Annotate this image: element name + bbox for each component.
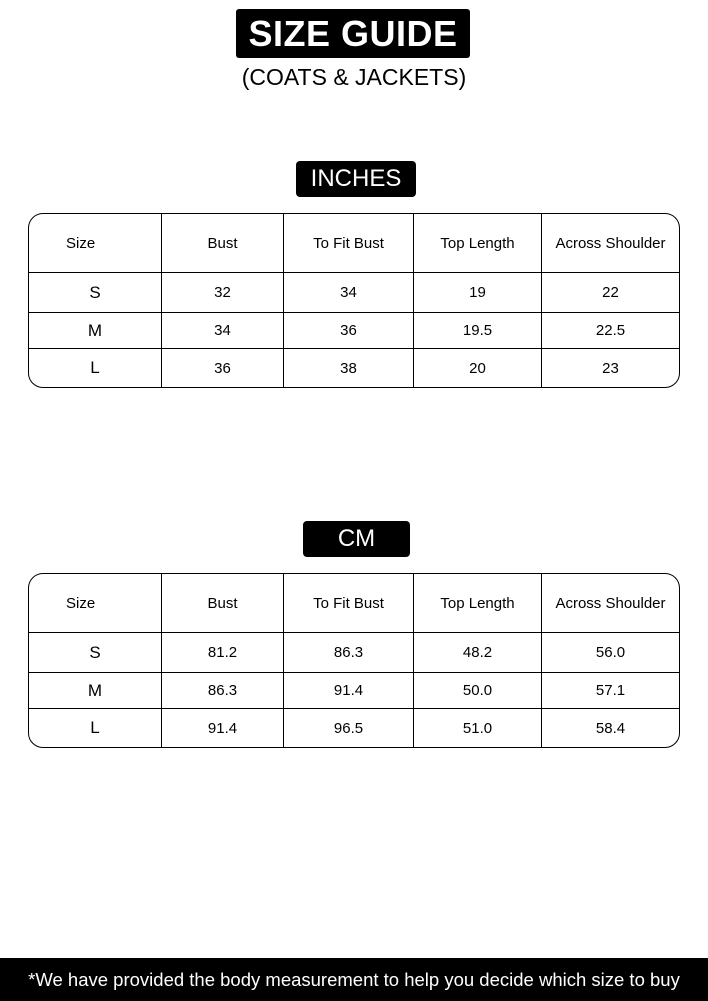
column-header-to-fit-bust: To Fit Bust [284, 574, 414, 632]
table-row [29, 709, 679, 747]
table-row [29, 673, 679, 709]
table-row [29, 633, 679, 673]
size-label: S [29, 273, 162, 312]
table-header-row [29, 214, 679, 273]
table-header-row [29, 574, 679, 633]
table-cell: 86.3 [162, 673, 284, 708]
footer-note: *We have provided the body measurement to help you decide which size to buy [0, 958, 708, 1001]
table-cell: 38 [284, 349, 414, 387]
column-header-bust: Bust [162, 214, 284, 272]
table-row [29, 273, 679, 313]
table-cell: 48.2 [414, 633, 542, 672]
size-label: S [29, 633, 162, 672]
column-header-top-length: Top Length [414, 574, 542, 632]
table-cell: 23 [602, 359, 619, 377]
table-cell: 91.4 [284, 673, 414, 708]
table-cell: 57.1 [595, 682, 626, 699]
table-cell: 19 [414, 273, 542, 312]
table-cell: 58.4 [595, 719, 626, 737]
page-subtitle: (COATS & JACKETS) [241, 64, 467, 90]
column-header-size: Size [29, 574, 162, 632]
column-header-bust: Bust [162, 574, 284, 632]
table-cell: 86.3 [284, 633, 414, 672]
unit-label-inches: INCHES [296, 161, 416, 197]
size-label: L [29, 709, 162, 747]
table-cell: 56.0 [595, 644, 626, 661]
size-label: L [29, 349, 162, 387]
column-header-across-shoulder: Across Shoulder [555, 594, 666, 612]
table-cell: 32 [162, 273, 284, 312]
table-row [29, 349, 679, 387]
table-cell: 91.4 [162, 709, 284, 747]
unit-label-cm: CM [303, 521, 410, 557]
column-header-top-length: Top Length [414, 214, 542, 272]
table-cell: 36 [284, 313, 414, 348]
table-cell: 96.5 [284, 709, 414, 747]
column-header-size: Size [29, 214, 162, 272]
table-cell: 50.0 [414, 673, 542, 708]
column-header-to-fit-bust: To Fit Bust [284, 214, 414, 272]
table-cell: 34 [162, 313, 284, 348]
table-row [29, 313, 679, 349]
size-table-cm [28, 573, 680, 748]
column-header-across-shoulder: Across Shoulder [555, 234, 666, 252]
table-cell: 81.2 [162, 633, 284, 672]
table-cell: 22.5 [595, 322, 626, 339]
size-label: M [29, 313, 162, 348]
size-table-inches [28, 213, 680, 388]
table-cell: 20 [414, 349, 542, 387]
table-cell: 22 [602, 284, 619, 301]
table-cell: 36 [162, 349, 284, 387]
size-label: M [29, 673, 162, 708]
table-cell: 19.5 [414, 313, 542, 348]
table-cell: 51.0 [414, 709, 542, 747]
table-cell: 34 [284, 273, 414, 312]
page-title: SIZE GUIDE [236, 9, 470, 58]
